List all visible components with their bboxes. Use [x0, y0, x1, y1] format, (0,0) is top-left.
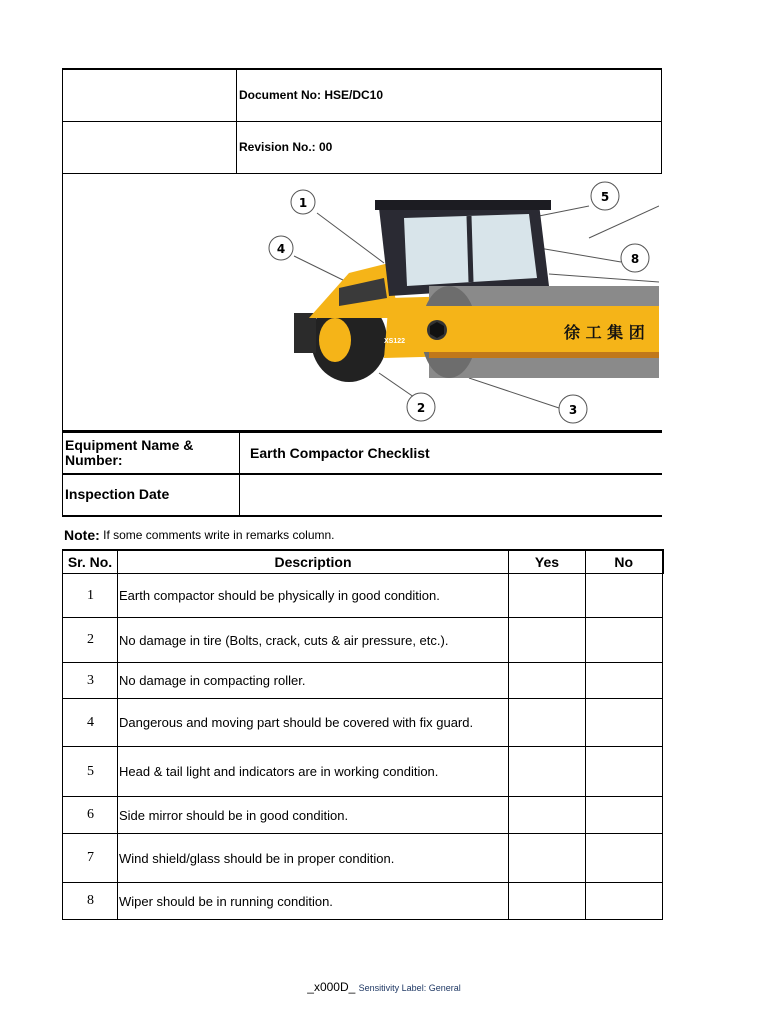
document-number: Document No: HSE/DC10	[237, 69, 662, 121]
table-row	[63, 797, 663, 834]
svg-text:2: 2	[416, 400, 426, 415]
svg-text:4: 4	[276, 241, 286, 256]
row-description: Head & tail light and indicators are in working condition.	[118, 747, 509, 797]
yes-cell[interactable]	[509, 618, 586, 663]
callout-4	[269, 236, 293, 260]
row-description: No damage in compacting roller.	[118, 663, 509, 699]
svg-text:5: 5	[600, 189, 610, 204]
no-cell[interactable]	[586, 574, 663, 618]
header-sr-no: Sr. No.	[63, 550, 118, 574]
footer	[0, 980, 768, 994]
row-description: No damage in tire (Bolts, crack, cuts & air pressure, etc.).	[118, 618, 509, 663]
yes-cell[interactable]	[509, 699, 586, 747]
note-text: If some comments write in remarks column.	[99, 527, 335, 542]
sensitivity-label: Sensitivity Label: General	[358, 983, 461, 993]
table-row	[63, 883, 663, 920]
blank-cell	[63, 121, 237, 173]
earth-compactor-image	[239, 178, 659, 426]
inspection-row	[62, 473, 662, 517]
header-description: Description	[118, 550, 509, 574]
callout-8	[621, 244, 649, 272]
yes-cell[interactable]	[509, 797, 586, 834]
row-number: 7	[63, 834, 118, 883]
row-number: 6	[63, 797, 118, 834]
svg-text:8: 8	[630, 251, 640, 266]
equipment-label: Equipment Name & Number:	[63, 433, 240, 473]
yes-cell[interactable]	[509, 663, 586, 699]
row-description: Side mirror should be in good condition.	[118, 797, 509, 834]
table-row	[63, 618, 663, 663]
row-number: 1	[63, 574, 118, 618]
row-description: Wiper should be in running condition.	[118, 883, 509, 920]
callout-1	[291, 190, 315, 214]
no-cell[interactable]	[586, 699, 663, 747]
inspection-date-value[interactable]	[240, 475, 662, 515]
callout-2	[407, 393, 435, 421]
logo-cell	[63, 69, 237, 121]
no-cell[interactable]	[586, 663, 663, 699]
equipment-image-cell	[63, 173, 662, 430]
footer-code: _x000D_	[307, 980, 356, 994]
callout-5	[591, 182, 619, 210]
table-row	[63, 747, 663, 797]
yes-cell[interactable]	[509, 747, 586, 797]
svg-text:XS122: XS122	[384, 337, 406, 345]
row-number: 5	[63, 747, 118, 797]
document-header	[62, 68, 662, 431]
no-cell[interactable]	[586, 883, 663, 920]
header-no: No	[586, 550, 663, 574]
note-label: Note:	[64, 526, 100, 543]
no-cell[interactable]	[586, 834, 663, 883]
row-description: Dangerous and moving part should be covered with fix guard.	[118, 699, 509, 747]
yes-cell[interactable]	[509, 834, 586, 883]
checklist-table	[62, 549, 664, 920]
yes-cell[interactable]	[509, 574, 586, 618]
row-number: 3	[63, 663, 118, 699]
note	[62, 517, 662, 553]
table-row	[63, 663, 663, 699]
checklist-sheet	[62, 68, 662, 553]
row-number: 4	[63, 699, 118, 747]
row-number: 2	[63, 618, 118, 663]
row-description: Earth compactor should be physically in good condition.	[118, 574, 509, 618]
no-cell[interactable]	[586, 618, 663, 663]
table-row	[63, 699, 663, 747]
revision-number: Revision No.: 00	[237, 121, 662, 173]
no-cell[interactable]	[586, 747, 663, 797]
svg-text:徐 工 集 团: 徐 工 集 团	[564, 322, 645, 342]
inspection-label: Inspection Date	[63, 475, 240, 515]
equipment-row	[62, 431, 662, 473]
row-number: 8	[63, 883, 118, 920]
callout-3	[559, 395, 587, 423]
table-row	[63, 574, 663, 618]
equipment-value: Earth Compactor Checklist	[250, 444, 430, 461]
header-yes: Yes	[509, 550, 586, 574]
no-cell[interactable]	[586, 797, 663, 834]
svg-text:1: 1	[298, 195, 308, 210]
svg-text:3: 3	[568, 402, 578, 417]
row-description: Wind shield/glass should be in proper condition.	[118, 834, 509, 883]
table-row	[63, 834, 663, 883]
yes-cell[interactable]	[509, 883, 586, 920]
